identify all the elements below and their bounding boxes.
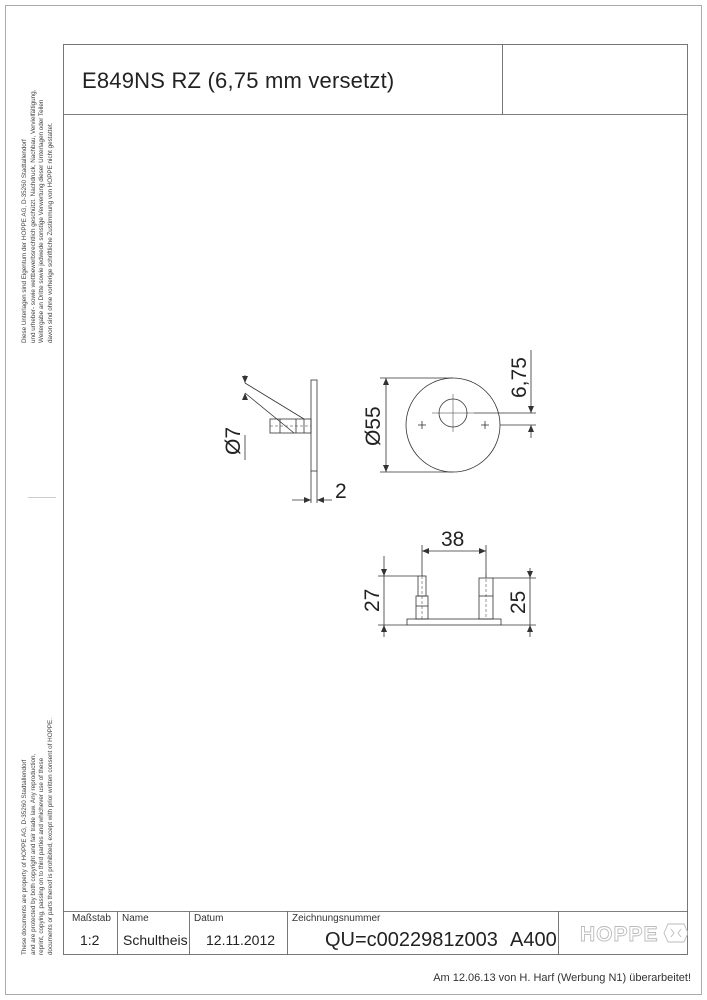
date-label: Datum xyxy=(194,913,224,924)
hoppe-logo xyxy=(580,921,688,945)
revision-footnote: Am 12.06.13 von H. Harf (Werbung N1) überarbeitet! xyxy=(433,972,691,984)
dim-pin-diameter: Ø7 xyxy=(222,426,245,455)
drawing-number-label: Zeichnungsnummer xyxy=(292,913,381,924)
scale-value: 1:2 xyxy=(80,932,100,948)
legal-notice-english: These documents are property of HOPPE AG, D-35260 Stadtallendorf and are protected by both copyright and fair trade law. Any reproduction, reprint, copying, passing on to third parties and whichever use of these documents or parts thereof is prohibited, except with prior written consent of HOPPE. xyxy=(21,718,54,955)
dim-offset: 6,75 xyxy=(508,357,531,398)
dim-height-left: 27 xyxy=(361,588,384,612)
dim-hole-spacing: 38 xyxy=(441,528,465,551)
sheet-size: A400 xyxy=(510,929,557,951)
name-value: Schultheis xyxy=(123,932,188,948)
drawing-title: E849NS RZ (6,75 mm versetzt) xyxy=(82,68,395,93)
drawing-number-value: QU=c0022981z003 xyxy=(325,929,498,951)
base-plate xyxy=(407,619,501,625)
side-view xyxy=(245,375,332,503)
scale-label: Maßstab xyxy=(72,913,111,924)
dim-plate-thickness: 2 xyxy=(335,480,347,503)
dim-rose-diameter: Ø55 xyxy=(362,406,385,446)
svg-text:HOPPE: HOPPE xyxy=(580,923,659,945)
name-label: Name xyxy=(122,913,149,924)
drawing-frame xyxy=(64,45,688,955)
page-border xyxy=(6,6,702,995)
legal-notice-german: Diese Unterlagen sind Eigentum der HOPPE AG, D-35260 Stadtallendorf und urheber- sowie wettbewerbsrechtlich geschützt. Nachdruck, Nachbau, Vervielfältigung, Weitergabe an Dritte sowie jedwede sonstige Verwertung dieser Unterlagen oder Teilen davon sind ohne vorherige schriftliche Zustimmung von HOPPE nicht gestattet. xyxy=(21,89,54,343)
plate-outline xyxy=(311,380,317,471)
dim-height-right: 25 xyxy=(507,590,530,614)
date-value: 12.11.2012 xyxy=(206,932,276,948)
